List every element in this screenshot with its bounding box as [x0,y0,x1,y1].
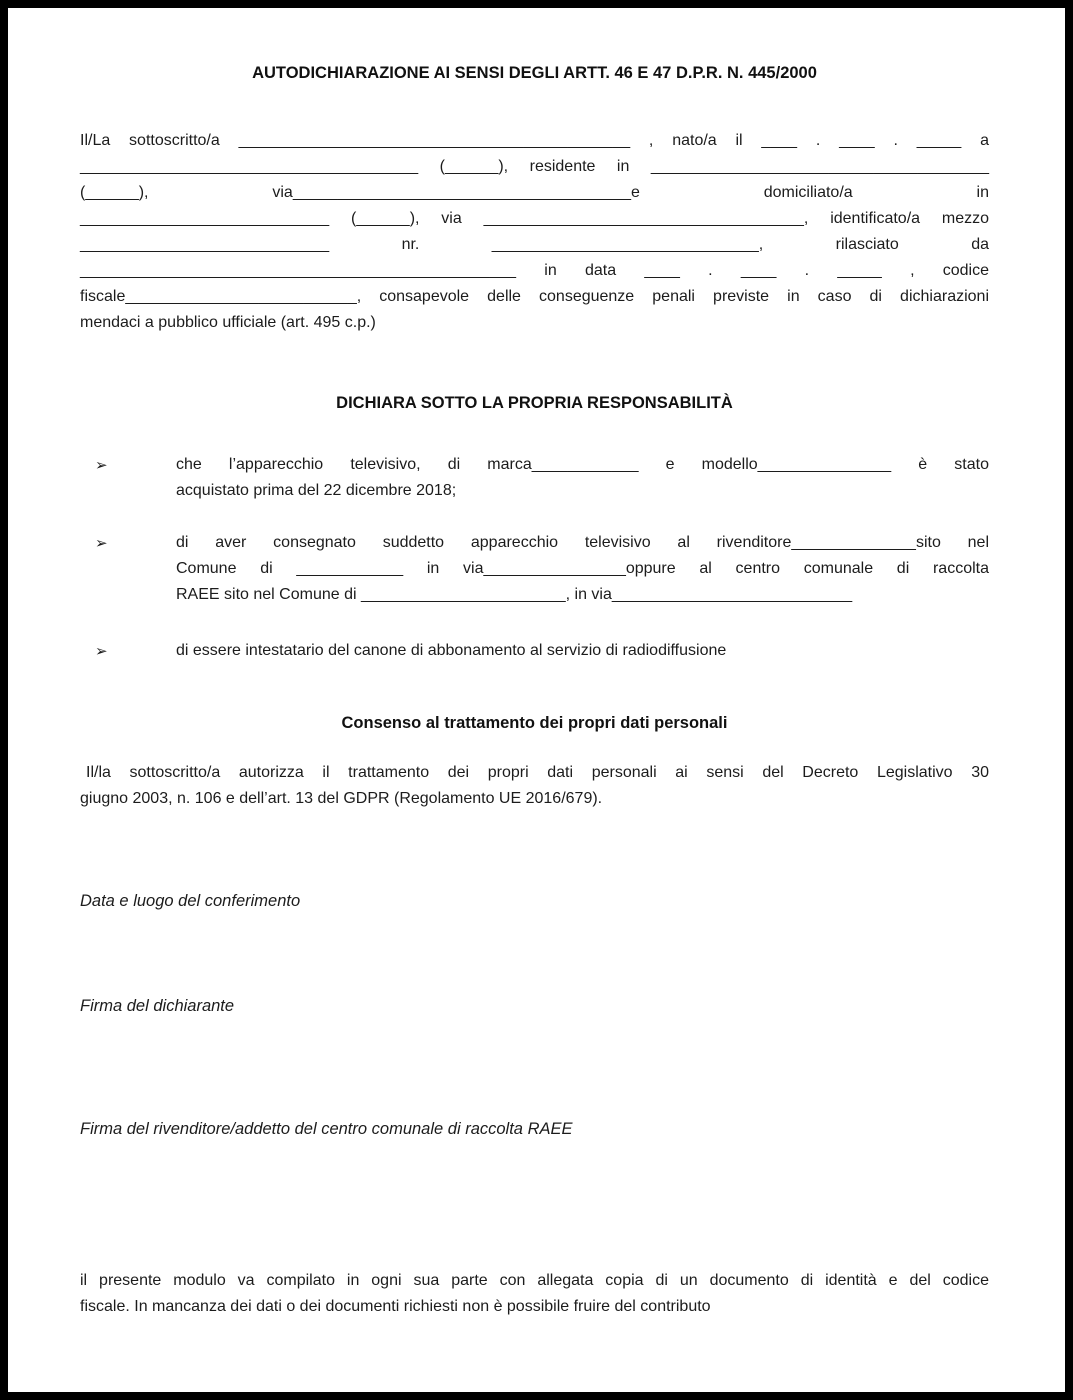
bullet-line: Comune di ____________ in via________________oppure al centro comunale di raccolta [176,560,989,577]
label-firma-rivenditore: Firma del rivenditore/addetto del centro comunale di raccolta RAEE [80,1120,573,1138]
label-data-luogo-conferimento: Data e luogo del conferimento [80,892,301,910]
bullet-item [80,638,989,664]
intro-line: fiscale__________________________, consapevole delle conseguenze penali previste in caso di dichiarazioni [80,288,989,305]
bullet-line: di essere intestatario del canone di abbonamento al servizio di radiodiffusione [176,642,727,659]
arrow-bullet-icon: ➢ [95,456,108,474]
bullet-item [80,452,989,504]
consent-paragraph [80,760,989,812]
consent-heading: Consenso al trattamento dei propri dati personali [341,714,728,732]
bullet-text [176,530,989,608]
intro-line: _________________________________________________ in data ____ . ____ . _____ , codice [80,262,989,279]
footer-note [80,1268,989,1320]
arrow-bullet-icon: ➢ [95,534,108,552]
document-content [8,8,1065,1392]
bullet-line: di aver consegnato suddetto apparecchio televisivo al rivenditore______________sito nel [176,534,989,551]
intro-line: Il/La sottoscritto/a ____________________________________________ , nato/a il ____ . ____ . _____ a [80,132,989,149]
bullet-text [176,638,989,664]
intro-line: ____________________________ (______), via ____________________________________, identificato/a mezzo [80,210,989,227]
document-title: AUTODICHIARAZIONE AI SENSI DEGLI ARTT. 46 E 47 D.P.R. N. 445/2000 [252,64,817,82]
bullet-text [176,452,989,504]
footer-line: il presente modulo va compilato in ogni sua parte con allegata copia di un documento di identità e del codice [80,1272,989,1289]
declaration-heading: DICHIARA SOTTO LA PROPRIA RESPONSABILITÀ [336,394,733,412]
intro-line: (______), via______________________________________e domiciliato/a in [80,184,989,201]
bullet-line: RAEE sito nel Comune di _______________________, in via___________________________ [176,586,853,603]
footer-line: fiscale. In mancanza dei dati o dei documenti richiesti non è possibile fruire del contributo [80,1298,711,1315]
consent-line: giugno 2003, n. 106 e dell’art. 13 del GDPR (Regolamento UE 2016/679). [80,790,603,807]
bullet-line: che l’apparecchio televisivo, di marca____________ e modello_______________ è stato [176,456,989,473]
bullet-item [80,530,989,608]
intro-line: ______________________________________ (______), residente in ______________________________________ [80,158,989,175]
label-firma-dichiarante: Firma del dichiarante [80,997,235,1015]
arrow-bullet-icon: ➢ [95,642,108,660]
intro-line: mendaci a pubblico ufficiale (art. 495 c.p.) [80,314,376,331]
bullet-line: acquistato prima del 22 dicembre 2018; [176,482,457,499]
intro-paragraph [80,128,989,336]
consent-line: Il/la sottoscritto/a autorizza il trattamento dei propri dati personali ai sensi del Decreto Legislativo 30 [86,764,989,781]
intro-line: ____________________________ nr. ______________________________, rilasciato da [80,236,989,253]
